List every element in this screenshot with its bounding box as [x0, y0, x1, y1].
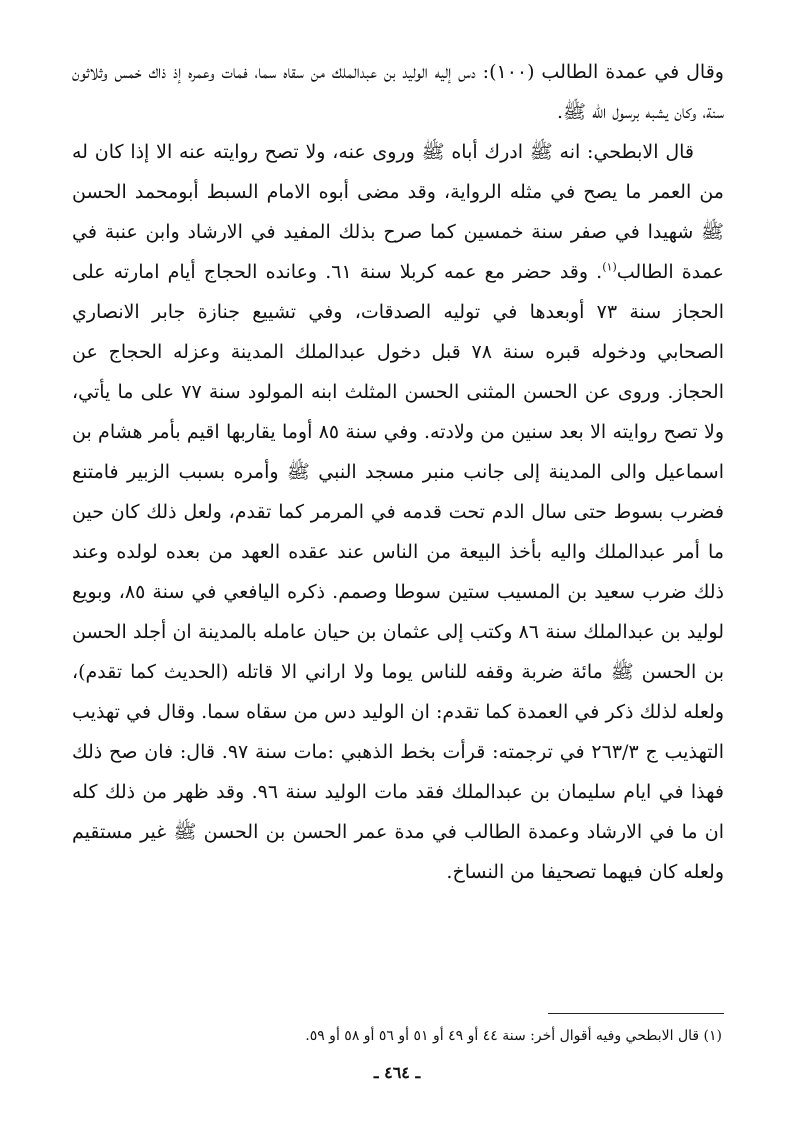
footnote: (١) قال الابطحي وفيه أقوال أخر: سنة ٤٤ أو ٤٩ أو ٥١ أو ٥٦ أو ٥٨ أو ٥٩. [305, 1028, 722, 1044]
paragraph-text: . وقد حضر مع عمه كربلا سنة ٦١. وعانده الحجاج أيام امارته على الحجاز سنة ٧٣ أوبعدها في توليه الصدقات، وفي تشييع جنازة جابر الانصاري الصحابي ودخوله قبره سنة ٧٨ قبل دخول عبدالملك المدينة وعزله الحجاج عن الحجاز. وروى عن الحسن المثنى الحسن المثلث ابنه المولود سنة ٧٧ على ما يأتي، ولا تصح روايته الا بعد سنين من ولادته. وفي سنة ٨٥ أوما يقاربها اقيم بأمر هشام بن اسماعيل والى المدينة إلى جانب منبر مسجد النبي ﷺ وأمره بسبب الزبير فامتنع فضرب بسوط حتى سال الدم تحت قدمه في المرمر كما تقدم، ولعل ذلك كان حين ما أمر عبدالملك واليه بأخذ البيعة من الناس عند عقده العهد من بعده لولده وعند ذلك ضرب سعيد بن المسيب ستين سوطا وصمم. ذكره اليافعي في سنة ٨٥، وبويع لوليد بن عبدالملك سنة ٨٦ وكتب إلى عثمان بن حيان عامله بالمدينة ان أجلد الحسن بن الحسن ﷺ مائة ضربة وقفه للناس يوما ولا اراني الا قاتله (الحديث كما تقدم)، ولعله لذلك ذكر في العمدة كما تقدم: ان الوليد دس من سقاه سما. وقال في تهذيب التهذيب ج ٢٦٣/٣ في ترجمته: قرأت بخط الذهبي :مات سنة ٩٧. قال: فان صح ذلك فهذا في ايام سليمان بن عبدالملك فقد مات الوليد سنة ٩٦. وقد ظهر من ذلك كله ان ما في الارشاد وعمدة الطالب في مدة عمر الحسن بن الحسن ﷺ غير مستقيم ولعله كان فيهما تصحيفا من النساخ. [72, 261, 724, 883]
paragraph: وقال في عمدة الطالب (١٠٠): دس إليه الوليد بن عبدالملك من سقاه سما، فمات وعمره إذ ذاك خمس وثلاثون سنة، وكان يشبه برسول الله ﷺ. [72, 61, 724, 123]
footnote-divider [548, 1013, 724, 1014]
page-number: ـ ٤٦٤ ـ [373, 1063, 421, 1082]
footnote-reference[interactable]: (١) [602, 260, 617, 274]
main-text [72, 52, 724, 892]
paragraph [72, 132, 724, 892]
paragraph-text: قال الابطحي: انه ﷺ ادرك أباه ﷺ وروى عنه، ولا تصح روايته عنه الا إذا كان له من العمر ما يصح في مثله الرواية، وقد مضى أبوه الامام السبط أبومحمد الحسن ﷺ شهيدا في صفر سنة خمسين كما صرح بذلك المفيد في الارشاد وابن عنبة في عمدة الطالب [72, 141, 724, 283]
